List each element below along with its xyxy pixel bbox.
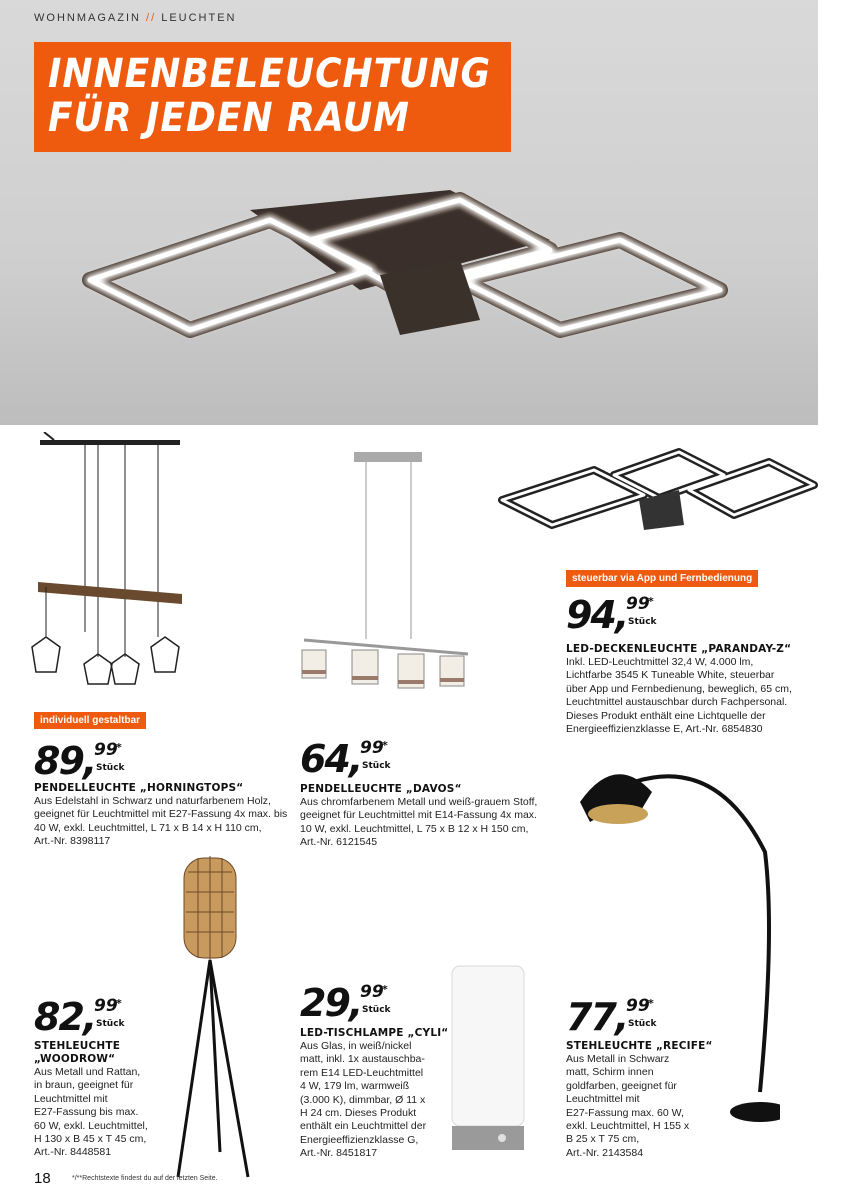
desc-line: enthält ein Leuchtmittel der	[300, 1120, 427, 1133]
price-integer: 64,	[300, 737, 362, 781]
desc-line: Art.-Nr. 8448581	[34, 1146, 112, 1159]
desc-line: in braun, geeignet für	[34, 1079, 134, 1092]
price-integer: 29,	[300, 981, 362, 1025]
desc-line: (3.000 K), dimmbar, Ø 11 x	[300, 1093, 426, 1106]
price-cents: 99	[626, 996, 650, 1016]
price-integer: 94,	[566, 593, 628, 637]
price-cents: 99	[94, 740, 118, 760]
desc-line: matt, Schirm innen	[566, 1066, 654, 1079]
price-integer: 89,	[34, 739, 96, 783]
product-title-horningtops: PENDELLEUCHTE „HORNINGTOPS“	[34, 782, 244, 794]
title-line: STEHLEUCHTE	[34, 1040, 121, 1052]
desc-line: Leuchtmittel mit	[34, 1092, 108, 1105]
desc-line: 10 W, exkl. Leuchtmittel, L 75 x B 12 x H 150 cm,	[300, 822, 529, 835]
price-footnote-mark: *	[116, 997, 122, 1010]
product-title-woodrow	[34, 1040, 120, 1066]
desc-line: matt, inkl. 1x austauschba-	[300, 1053, 425, 1066]
desc-line: Leuchtmittel austauschbar durch Fachpersonal.	[566, 696, 788, 709]
desc-line: geeignet für Leuchtmittel mit E14-Fassung 4x max.	[300, 809, 537, 822]
desc-line: exkl. Leuchtmittel, H 155 x	[566, 1120, 690, 1133]
desc-line: Energieeffizienzklasse E, Art.-Nr. 6854830	[566, 723, 763, 736]
ceiling-lamp-paranday-image	[494, 440, 824, 540]
desc-line: 60 W, exkl. Leuchtmittel,	[34, 1119, 148, 1132]
price-unit: Stück	[96, 763, 125, 773]
badge-app-controllable: steuerbar via App und Fernbedienung	[566, 570, 758, 587]
product-desc-paranday	[566, 656, 792, 736]
desc-line: Energieeffizienzklasse G,	[300, 1133, 419, 1146]
desc-line: Art.-Nr. 8398117	[34, 835, 111, 848]
floor-lamp-woodrow-image	[168, 852, 278, 1182]
legal-footnote: */**Rechtstexte findest du auf der letzten Seite.	[72, 1175, 218, 1182]
breadcrumb-separator: //	[146, 12, 157, 24]
desc-line: H 24 cm. Dieses Produkt	[300, 1107, 417, 1120]
desc-line: E27-Fassung max. 60 W,	[566, 1106, 684, 1119]
price-cents: 99	[360, 982, 384, 1002]
page-number: 18	[34, 1170, 51, 1187]
price-footnote-mark: *	[648, 997, 654, 1010]
price-unit: Stück	[628, 1019, 657, 1029]
title-line: „WOODROW“	[34, 1053, 116, 1065]
desc-line: 4 W, 179 lm, warmweiß	[300, 1080, 410, 1093]
desc-line: Art.-Nr. 6121545	[300, 836, 378, 849]
price-footnote-mark: *	[648, 595, 654, 608]
pendant-lamp-davos-image	[296, 444, 476, 694]
product-title-davos: PENDELLEUCHTE „DAVOS“	[300, 783, 462, 795]
price-cents: 99	[626, 594, 650, 614]
price-unit: Stück	[628, 617, 657, 627]
ceiling-lamp-photo	[80, 180, 780, 420]
desc-line: geeignet für Leuchtmittel mit E27-Fassung 4x max. bis	[34, 808, 288, 821]
product-title-cyli: LED-TISCHLAMPE „CYLI“	[300, 1027, 449, 1039]
desc-line: Aus Glas, in weiß/nickel	[300, 1040, 412, 1052]
hero-title-line2: FÜR JEDEN RAUM	[48, 95, 410, 141]
desc-line: Aus Metall und Rattan,	[34, 1066, 141, 1078]
breadcrumb	[34, 12, 237, 24]
desc-line: Aus Metall in Schwarz	[566, 1053, 670, 1065]
product-desc-davos	[300, 796, 537, 850]
price-recife	[566, 995, 657, 1040]
desc-line: Art.-Nr. 2143584	[566, 1146, 644, 1159]
breadcrumb-category: LEUCHTEN	[161, 12, 237, 24]
desc-line: E27-Fassung bis max.	[34, 1106, 139, 1119]
desc-line: über App und Fernbedienung, beweglich, 65 cm,	[566, 682, 792, 695]
desc-line: Art.-Nr. 8451817	[300, 1147, 378, 1160]
desc-line: Aus Edelstahl in Schwarz und naturfarbenem Holz,	[34, 795, 271, 807]
price-cents: 99	[360, 738, 384, 758]
price-footnote-mark: *	[382, 983, 388, 996]
price-unit: Stück	[362, 761, 391, 771]
desc-line: rem E14 LED-Leuchtmittel	[300, 1066, 424, 1079]
price-horningtops	[34, 739, 125, 784]
product-desc-horningtops	[34, 795, 287, 849]
desc-line: 40 W, exkl. Leuchtmittel, L 71 x B 14 x H 110 cm,	[34, 821, 262, 834]
desc-line: Inkl. LED-Leuchtmittel 32,4 W, 4.000 lm,	[566, 656, 754, 668]
desc-line: H 130 x B 45 x T 45 cm,	[34, 1133, 147, 1146]
price-davos	[300, 737, 391, 782]
price-integer: 82,	[34, 995, 96, 1039]
price-woodrow	[34, 995, 125, 1040]
price-integer: 77,	[566, 995, 628, 1039]
product-desc-cyli	[300, 1040, 426, 1161]
hero-title-line1: INNENBELEUCHTUNG	[48, 51, 492, 97]
price-paranday	[566, 593, 657, 638]
desc-line: Leuchtmittel mit	[566, 1093, 640, 1106]
desc-line: B 25 x T 75 cm,	[566, 1133, 640, 1146]
price-cyli	[300, 981, 391, 1026]
price-cents: 99	[94, 996, 118, 1016]
product-desc-woodrow	[34, 1066, 148, 1160]
desc-line: Lichtfarbe 3545 K Tuneable White, steuerbar	[566, 669, 775, 682]
pendant-lamp-horningtops-image	[30, 432, 190, 692]
product-title-recife: STEHLEUCHTE „RECIFE“	[566, 1040, 713, 1052]
price-footnote-mark: *	[116, 741, 122, 754]
product-title-paranday: LED-DECKENLEUCHTE „PARANDAY-Z“	[566, 643, 792, 655]
hero-title	[34, 42, 511, 152]
desc-line: goldfarben, geeignet für	[566, 1079, 677, 1092]
desc-line: Aus chromfarbenem Metall und weiß-grauem Stoff,	[300, 796, 538, 808]
price-unit: Stück	[362, 1005, 391, 1015]
hero-banner	[0, 0, 818, 425]
price-unit: Stück	[96, 1019, 125, 1029]
breadcrumb-section: WOHNMAGAZIN	[34, 12, 141, 24]
desc-line: Dieses Produkt enthält eine Lichtquelle der	[566, 709, 766, 722]
badge-customizable: individuell gestaltbar	[34, 712, 146, 729]
table-lamp-cyli-image	[448, 962, 528, 1154]
product-desc-recife	[566, 1053, 689, 1160]
price-footnote-mark: *	[382, 739, 388, 752]
